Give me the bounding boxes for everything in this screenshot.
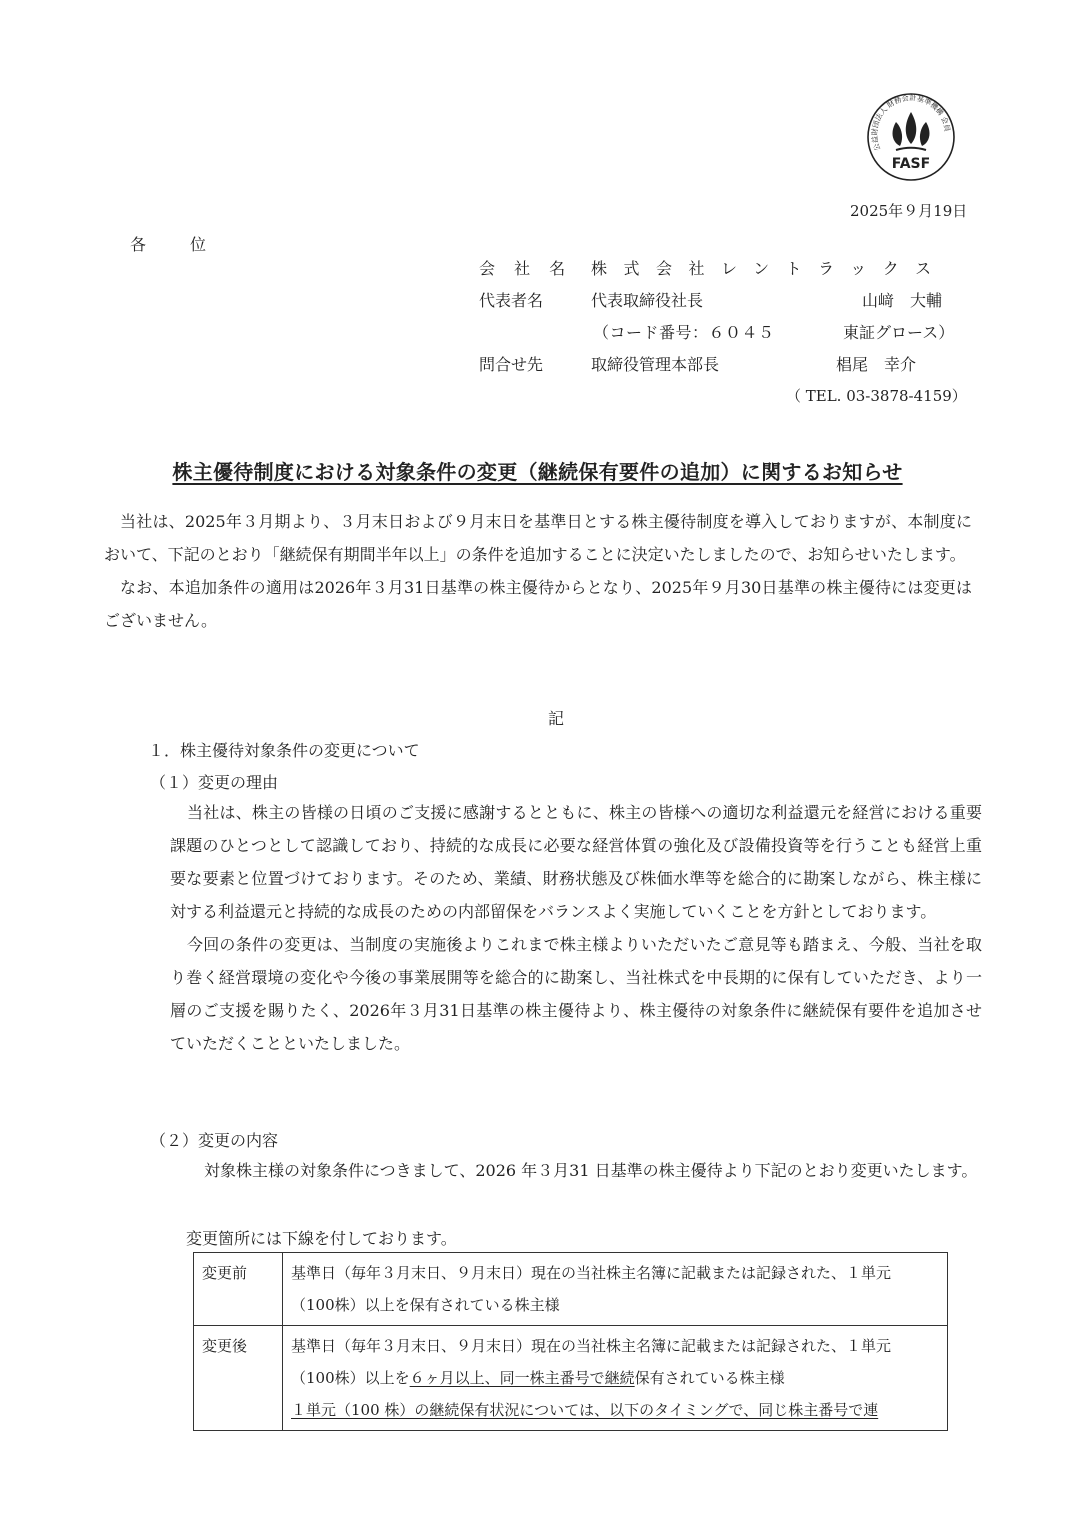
fasf-logo [866, 92, 956, 182]
change-section [170, 1154, 982, 1187]
representative-label: 代表者名 [479, 291, 544, 310]
change-paragraph: 対象株主様の対象条件につきまして、2026 年３月31 日基準の株主優待より下記のとおり変更いたします。 [204, 1161, 978, 1180]
reason-paragraph-2: 今回の条件の変更は、当制度の実施後よりこれまで株主様よりいただいたご意見等も踏まえ、今般、当社を取り巻く経営環境の変化や今後の事業展開等を総合的に勘案し、当社株式を中長期的に保有していただき、より一層のご支援を賜りたく、2026年３月31日基準の株主優待より、株主優待の対象条件に継続保有要件を追加させていただくことといたしました。 [170, 935, 982, 1053]
fasf-logo-icon [866, 92, 956, 182]
contact-name: 椙尾 幸介 [836, 355, 917, 374]
section-1-heading: １．株主優待対象条件の変更について [148, 741, 420, 760]
page-title: 株主優待制度における対象条件の変更（継続保有要件の追加）に関するお知らせ [172, 460, 903, 484]
table-row-after [194, 1326, 948, 1431]
stock-market: 東証グロース） [843, 323, 955, 342]
document-date: 2025年９月19日 [850, 202, 968, 220]
contact-label: 問合せ先 [479, 355, 544, 374]
company-name: 株式会社レントラックス [591, 259, 948, 278]
representative-name: 山﨑 大輔 [862, 291, 943, 310]
reason-section [170, 796, 982, 1060]
after-content [283, 1326, 948, 1431]
table-row-before [194, 1253, 948, 1326]
before-content [283, 1253, 948, 1326]
ki-marker: 記 [548, 709, 565, 728]
before-line-2: （100株）以上を保有されている株主様 [291, 1296, 560, 1314]
contact-title: 取締役管理本部長 [591, 355, 720, 374]
intro-section [104, 505, 972, 637]
representative-title: 代表取締役社長 [591, 291, 704, 310]
company-name-label: 会 社 名 [479, 259, 573, 278]
after-line-2-underlined: ６ヶ月以上、同一株主番号で継続 [409, 1369, 635, 1387]
logo-mark-text: FASF [891, 156, 931, 172]
addressee: 各 位 [130, 235, 221, 254]
after-line-3: １単元（100 株）の継続保有状況については、以下のタイミングで、同じ株主番号で連 [291, 1401, 879, 1419]
after-line-2 [291, 1362, 939, 1394]
after-label: 変更後 [194, 1326, 283, 1431]
intro-paragraph-2: なお、本追加条件の適用は2026年３月31日基準の株主優待からとなり、2025年９月30日基準の株主優待には変更はございません。 [104, 578, 972, 630]
logo-ring-text: 公益財団法人 財務会計基準機構 会員 [869, 93, 952, 153]
intro-paragraph-1: 当社は、2025年３月期より、３月末日および９月末日を基準日とする株主優待制度を導入しておりますが、本制度において、下記のとおり「継続保有期間半年以上」の条件を追加することに決定いたしましたので、お知らせいたします。 [104, 512, 972, 564]
underline-note: 変更箇所には下線を付しております。 [186, 1229, 457, 1248]
section-1-2-heading: （２）変更の内容 [150, 1131, 279, 1150]
contact-tel: （ TEL. 03-3878-4159） [786, 387, 967, 405]
before-label: 変更前 [194, 1253, 283, 1326]
section-1-1-heading: （１）変更の理由 [150, 773, 279, 792]
change-table [193, 1252, 948, 1431]
reason-paragraph-1: 当社は、株主の皆様の日頃のご支援に感謝するとともに、株主の皆様への適切な利益還元を経営における重要課題のひとつとして認識しており、持続的な成長に必要な経営体質の強化及び設備投資等を行うことも経営上重要な要素と位置づけております。そのため、業績、財務状態及び株価水準等を総合的に勘案しながら、株主様に対する利益還元と持続的な成長のための内部留保をバランスよく実施していくことを方針としております。 [170, 803, 982, 921]
after-line-2-suffix: 保有されている株主様 [634, 1369, 785, 1387]
before-line-1: 基準日（毎年３月末日、９月末日）現在の当社株主名簿に記載または記録された、１単元 [291, 1264, 892, 1282]
after-line-1: 基準日（毎年３月末日、９月末日）現在の当社株主名簿に記載または記録された、１単元 [291, 1337, 892, 1355]
stock-code: （コード番号：６０４５ [593, 323, 775, 342]
after-line-2-prefix: （100株）以上を [291, 1369, 410, 1387]
